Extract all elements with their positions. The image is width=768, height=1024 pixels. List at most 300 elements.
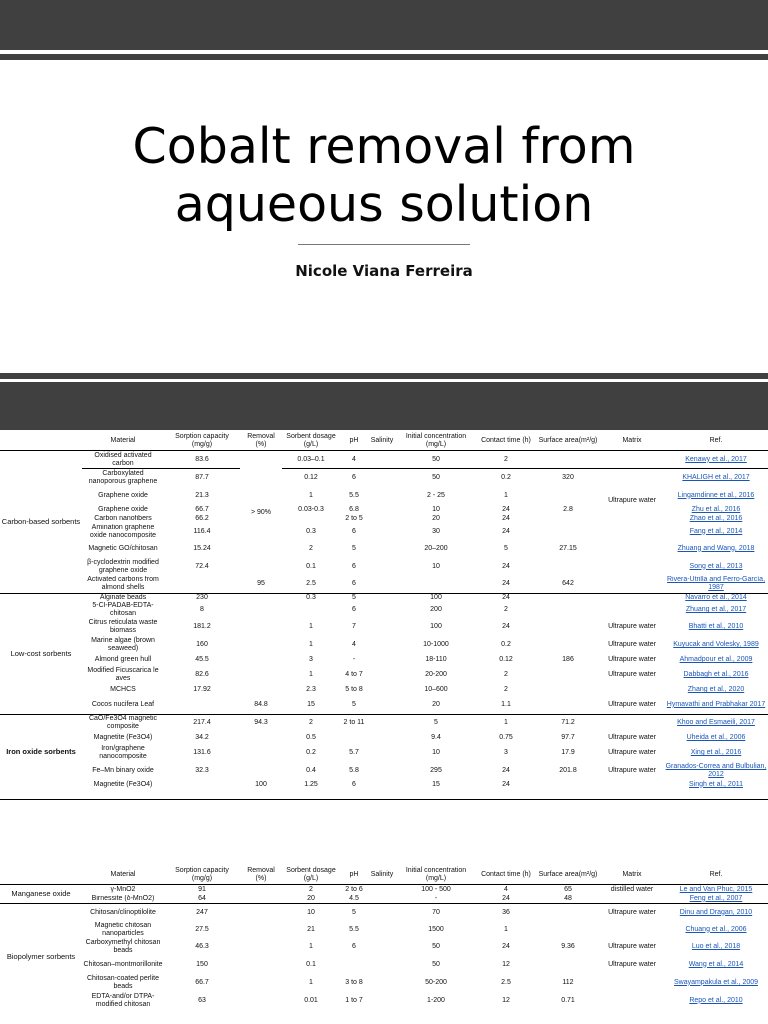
table-cell — [368, 636, 396, 654]
table-cell: 295 — [430, 767, 442, 774]
table-cell: Graphene oxide — [98, 505, 148, 513]
table-cell: β-cyclodextrin modified graphene oxide — [87, 558, 159, 574]
table-cell: 20 — [432, 700, 440, 708]
table-cell: 34.2 — [195, 734, 209, 741]
table-cell: 0.12 — [499, 656, 513, 663]
table-cell — [368, 922, 396, 938]
table-cell — [240, 938, 282, 956]
table-cell: 30 — [432, 527, 440, 535]
table-cell — [368, 714, 396, 732]
table-cell: 100 — [255, 780, 267, 788]
table-cell: 1 to 7 — [345, 996, 363, 1004]
table-cell: 21.3 — [195, 491, 209, 499]
reference-link[interactable]: Bhatti et al., 2010 — [688, 623, 744, 630]
table-cell: Ultrapure water — [608, 700, 656, 708]
reference-link[interactable]: Zhao et al., 2016 — [689, 515, 743, 522]
table-cell — [340, 956, 368, 974]
table-cell — [600, 684, 664, 696]
table-cell: Marine algae (brown seaweed) — [91, 637, 155, 652]
table-cell: 17.92 — [193, 686, 211, 693]
table-cell — [368, 515, 396, 524]
table-cell: Ultrapure water — [608, 767, 656, 774]
table-cell: 0.1 — [306, 960, 316, 968]
table-cell — [368, 576, 396, 594]
group-label: Low-cost sorbents — [0, 594, 82, 715]
reference-link[interactable]: Hymavathi and Prabhakar 2017 — [666, 700, 766, 708]
col-header: Sorption capacity (mg/g) — [164, 432, 240, 451]
table-cell — [396, 576, 476, 594]
reference-link[interactable]: Le and Van Phuc, 2015 — [664, 885, 768, 895]
reference-link[interactable]: Zhang et al., 2020 — [687, 686, 745, 693]
table-cell — [536, 922, 600, 938]
table-cell: 5-Cl-PADAB-EDTA-chitosan — [92, 602, 154, 617]
table-cell: 91 — [164, 885, 240, 895]
reference-link[interactable]: Navarro et al., 2014 — [664, 594, 768, 603]
table-row — [0, 714, 768, 732]
table-cell: 10 — [432, 562, 440, 570]
table-cell — [240, 594, 282, 603]
table-cell: 1 — [504, 925, 508, 933]
table-cell — [536, 602, 600, 618]
table-row — [0, 922, 768, 938]
table-cell — [240, 618, 282, 636]
table-cell — [536, 780, 600, 789]
table-cell — [536, 524, 600, 540]
table-cell — [240, 732, 282, 744]
table-cell: 4.5 — [349, 894, 359, 902]
table-cell: Ultrapure water — [608, 641, 656, 648]
table-cell: 150 — [196, 960, 208, 968]
table-cell: Almond green hull — [94, 656, 152, 663]
table-cell: 1 — [309, 671, 313, 678]
table-cell — [368, 666, 396, 684]
sorbents-table-1 — [0, 432, 768, 789]
table-cell — [536, 451, 600, 469]
reference-link[interactable]: Luo et al., 2018 — [691, 942, 741, 950]
table-cell: 87.7 — [164, 469, 240, 487]
table-cell: 2 — [309, 544, 313, 552]
table-cell — [536, 904, 600, 922]
title-divider — [298, 244, 470, 245]
table-cell: 2.5 — [501, 978, 511, 986]
table-cell — [600, 992, 664, 1010]
table-cell: 6 — [352, 606, 356, 613]
table-cell: 200 — [430, 606, 442, 613]
col-header: pH — [340, 866, 368, 885]
table-cell — [240, 992, 282, 1010]
table-row — [0, 576, 768, 594]
table-cell: 18-110 — [425, 656, 447, 663]
table-cell: 2 — [504, 455, 508, 463]
table-cell: 27.5 — [195, 925, 209, 933]
table-cell: 4 — [352, 641, 356, 648]
table-cell: 9.4 — [431, 734, 441, 741]
table-cell: 6 — [352, 580, 356, 588]
table-cell — [600, 515, 664, 524]
table-cell: 1 — [504, 491, 508, 499]
table-cell: 64 — [198, 894, 206, 902]
table-cell: 5 to 8 — [345, 686, 363, 693]
table-cell — [368, 904, 396, 922]
table-cell: - — [434, 894, 438, 902]
table-cell: 50 — [396, 469, 476, 487]
table-cell: Carboxymethyl chitosan beads — [85, 938, 161, 954]
table-cell: 131.6 — [193, 749, 211, 756]
table-cell: 5 — [396, 714, 476, 732]
group-label: Iron oxide sorbents — [0, 714, 82, 789]
table-cell: Chitosan/clinoptilolite — [82, 904, 164, 922]
table-cell — [368, 762, 396, 780]
table-cell — [536, 636, 600, 654]
table-cell: 247 — [164, 904, 240, 922]
table-cell: Ultrapure water — [608, 656, 656, 663]
col-header: pH — [340, 432, 368, 451]
table-cell: Cocos nucifera Leaf — [91, 700, 155, 708]
table-cell: 66.7 — [195, 978, 209, 986]
table-cell — [600, 469, 664, 487]
reference-link[interactable]: KHALIGH et al., 2017 — [664, 469, 768, 487]
col-header: Sorbent dosage (g/L) — [282, 866, 340, 885]
table-cell — [600, 524, 664, 540]
reference-link[interactable]: Granados-Correa and Bulbulian, 2012 — [665, 763, 767, 778]
table-cell: γ-MnO2 — [82, 885, 164, 895]
table-cell: 94.3 — [240, 714, 282, 732]
table-cell — [600, 780, 664, 789]
col-header: Sorption capacity (mg/g) — [164, 866, 240, 885]
table-header-row — [0, 432, 768, 451]
table-cell: 217.4 — [164, 714, 240, 732]
table-cell: 24 — [502, 505, 510, 513]
table-cell: 82.6 — [195, 671, 209, 678]
table-cell — [240, 636, 282, 654]
table-cell — [368, 469, 396, 487]
table-row — [0, 780, 768, 789]
reference-link[interactable]: Singh et al., 2011 — [689, 780, 743, 788]
table-cell: 24 — [502, 580, 510, 588]
table-cell: Magnetic chitosan nanoparticles — [94, 921, 152, 937]
table-cell: 2 to 5 — [345, 515, 363, 522]
table-cell — [368, 540, 396, 558]
table-cell: 2.8 — [563, 505, 573, 513]
table-cell: 5.5 — [349, 491, 359, 499]
table-row — [0, 956, 768, 974]
table-cell: Birnessite (δ-MnO2) — [91, 894, 155, 902]
reference-link[interactable]: Fang et al., 2014 — [689, 527, 743, 535]
table-cell: 24 — [502, 623, 510, 630]
reference-link[interactable]: Zhu et al., 2016 — [691, 505, 741, 513]
table-cell: 2 to 6 — [340, 885, 368, 895]
reference-link[interactable]: Lingamdinne et al., 2016 — [677, 491, 755, 499]
col-header: Removal (%) — [240, 866, 282, 885]
table-row — [0, 895, 768, 904]
reference-link[interactable]: Chuang et al., 2006 — [685, 925, 747, 933]
col-header: Initial concentration (mg/L) — [396, 866, 476, 885]
table-cell: 1 — [309, 623, 313, 630]
table-cell: 50-200 — [425, 978, 447, 986]
table-row — [0, 992, 768, 1010]
table-cell: 20-200 — [425, 671, 447, 678]
table-cell: 1 — [309, 978, 313, 986]
table-row — [0, 636, 768, 654]
table-cell: 201.8 — [559, 767, 577, 774]
table-cell — [600, 974, 664, 992]
table-cell — [536, 956, 600, 974]
table-cell: Ultrapure water — [608, 671, 656, 678]
table-cell: 12 — [502, 996, 510, 1004]
table-cell: Ultrapure water — [608, 960, 656, 968]
table-cell: Fe–Mn binary oxide — [92, 767, 154, 774]
table-row — [0, 524, 768, 540]
table-cell — [600, 558, 664, 576]
table-cell: 17.9 — [561, 749, 575, 756]
table-cell: 0.2 — [501, 641, 511, 648]
table-cell: Magnetite (Fe3O4) — [93, 780, 153, 788]
reference-link[interactable]: Dinu and Dragan, 2010 — [664, 904, 768, 922]
reference-link[interactable]: Wang et al., 2014 — [688, 960, 744, 968]
col-header: Matrix — [600, 432, 664, 451]
table-row — [0, 696, 768, 714]
table-cell: 20 — [432, 515, 440, 522]
slide2-accent-bar — [0, 373, 768, 379]
table-cell — [368, 885, 396, 895]
table-cell: 2 - 25 — [427, 491, 445, 499]
table-cell: 10-1000 — [423, 641, 449, 648]
table-cell — [368, 974, 396, 992]
table-row — [0, 558, 768, 576]
table-cell: 83.6 — [195, 455, 209, 463]
table-cell — [240, 904, 282, 922]
slide2-header-bar — [0, 382, 768, 430]
table-cell — [240, 762, 282, 780]
table-cell — [536, 666, 600, 684]
table-cell: 100 — [396, 594, 476, 603]
table-row — [0, 654, 768, 666]
reference-link[interactable]: Song et al., 2013 — [689, 562, 743, 570]
table-cell: 46.3 — [195, 942, 209, 950]
table-cell: 5 — [504, 544, 508, 552]
table-cell: 50 — [432, 942, 440, 950]
table-cell: 2 — [504, 671, 508, 678]
table-cell: 12 — [502, 960, 510, 968]
table-cell: 0.5 — [306, 734, 316, 741]
table-header-row — [0, 866, 768, 885]
reference-link[interactable]: Xing et al., 2016 — [690, 749, 742, 756]
table-cell: 24 — [502, 527, 510, 535]
table-cell: 10 — [432, 505, 440, 513]
table-cell — [600, 895, 664, 904]
table-cell: 3 to 8 — [345, 978, 363, 986]
top-accent-bar — [0, 54, 768, 60]
table-cell: 2 — [504, 606, 508, 613]
table-cell — [536, 515, 600, 524]
table-cell: 5 — [352, 544, 356, 552]
table-cell: Ultrapure water — [608, 623, 656, 630]
table-row — [0, 762, 768, 780]
table-cell: 65 — [536, 885, 600, 895]
table-row — [0, 618, 768, 636]
table-cell — [600, 602, 664, 618]
table-cell: 32.3 — [195, 767, 209, 774]
author-name: Nicole Viana Ferreira — [295, 262, 473, 280]
table-cell: - — [352, 656, 356, 663]
table-cell — [368, 602, 396, 618]
table-cell: 8 — [200, 606, 204, 613]
table-cell: 84.8 — [254, 700, 268, 708]
reference-link[interactable]: Kenawy et al., 2017 — [685, 455, 747, 463]
table-cell — [282, 602, 340, 618]
table-cell: 7 — [352, 623, 356, 630]
table-cell: Chitosan–montmorillonite — [83, 960, 163, 968]
table-cell: 0.2 — [476, 469, 536, 487]
reference-link[interactable]: Feng et al., 2007 — [689, 894, 743, 902]
table-cell: 36 — [476, 904, 536, 922]
reference-link[interactable]: Dabbagh et al., 2016 — [683, 671, 749, 678]
table-cell: Modified Ficuscarica le aves — [87, 667, 159, 682]
table-cell — [600, 451, 664, 469]
table-cell — [368, 684, 396, 696]
table-cell — [368, 451, 396, 469]
table-cell: 20–200 — [424, 544, 448, 552]
table-cell — [368, 696, 396, 714]
table-cell: 15 — [307, 700, 315, 708]
table-cell: 0.12 — [282, 469, 340, 487]
table-row — [0, 540, 768, 558]
table-cell: 24 — [502, 515, 510, 522]
table-row — [0, 904, 768, 922]
table-cell: 0.03-0.3 — [298, 505, 324, 513]
table-cell — [240, 602, 282, 618]
table-cell: 2 — [504, 686, 508, 693]
table-cell — [368, 618, 396, 636]
table-cell: 50 — [432, 960, 440, 968]
table-cell — [536, 684, 600, 696]
table-row — [0, 594, 768, 603]
reference-link[interactable]: Kuyucak and Volesky, 1989 — [673, 641, 759, 648]
table-cell: 72.4 — [195, 562, 209, 570]
table-cell: distilled water — [600, 885, 664, 895]
table-cell: 6 — [340, 469, 368, 487]
col-header: Matrix — [600, 866, 664, 885]
table-cell: 1 — [309, 942, 313, 950]
table-cell: 66.7 — [195, 505, 209, 513]
table-row — [0, 938, 768, 956]
table-cell: Ultrapure water — [608, 942, 656, 950]
table-cell: Carbon nanofibers — [94, 515, 152, 522]
table-cell: 6 — [352, 562, 356, 570]
table-cell — [240, 744, 282, 762]
table-cell: Magnetic GO/chitosan — [88, 544, 158, 552]
table-cell: 0.03–0.1 — [297, 455, 325, 463]
table-cell: 186 — [562, 656, 574, 663]
table-cell — [368, 558, 396, 576]
table-row — [0, 487, 768, 505]
table-cell: Oxidised activated carbon — [94, 451, 152, 467]
table-row — [0, 515, 768, 524]
table-cell: Ultrapure water — [600, 904, 664, 922]
table-cell: 0.2 — [306, 749, 316, 756]
title-slide — [0, 0, 768, 378]
table-cell: 181.2 — [193, 623, 211, 630]
reference-link[interactable]: Ahmadpour et al., 2009 — [679, 656, 753, 663]
table-cell — [600, 576, 664, 594]
reference-link[interactable]: Zhuang and Wang, 2018 — [677, 544, 755, 552]
table-cell: 4 to 7 — [345, 671, 363, 678]
table-cell: 112 — [562, 978, 574, 986]
table-cell: 2 — [282, 714, 340, 732]
reference-link[interactable]: Repo et al., 2010 — [689, 996, 743, 1004]
table-row — [0, 744, 768, 762]
slide-title: Cobalt removal from aqueous solution — [132, 118, 636, 233]
table-cell: 10–600 — [424, 686, 448, 693]
table-cell: Graphene oxide — [98, 491, 148, 499]
table-cell: 1 — [309, 491, 313, 499]
table-cell: 21 — [307, 925, 315, 933]
table-cell: 160 — [196, 641, 208, 648]
table-row — [0, 974, 768, 992]
table-cell — [600, 922, 664, 938]
table-cell: 15.24 — [193, 544, 211, 552]
table-cell: > 90% — [250, 509, 272, 517]
table-cell: 0.3 — [306, 527, 316, 535]
reference-link[interactable]: Khoo and Esmaeili, 2017 — [664, 714, 768, 732]
table-cell — [600, 714, 664, 732]
table-row — [0, 684, 768, 696]
table-cell — [536, 558, 600, 576]
table-cell — [240, 895, 282, 904]
table-cell: 2.3 — [306, 686, 316, 693]
table-cell — [368, 654, 396, 666]
col-header: Salinity — [368, 866, 396, 885]
table-cell: 100 - 500 — [396, 885, 476, 895]
table-cell: 0.01 — [304, 996, 318, 1004]
group-label: Biopolymer sorbents — [0, 904, 82, 1010]
table-cell — [368, 594, 396, 603]
table-cell: Chitosan-coated perlite beads — [87, 974, 159, 990]
table-body — [0, 885, 768, 1010]
table-cell: 48 — [564, 894, 572, 902]
table-cell — [240, 885, 282, 895]
table-cell — [164, 576, 240, 594]
col-header: Salinity — [368, 432, 396, 451]
table-cell: 230 — [164, 594, 240, 603]
table-cell — [368, 956, 396, 974]
table-cell — [240, 654, 282, 666]
table-cell — [536, 487, 600, 505]
table-cell: 5 — [340, 594, 368, 603]
col-header: Surface area(m²/g) — [536, 432, 600, 451]
table-cell: Activated carbons from almond shells — [87, 576, 159, 592]
table-row — [0, 469, 768, 487]
col-header: Contact time (h) — [476, 866, 536, 885]
reference-link[interactable]: Uheida et al., 2006 — [686, 734, 746, 741]
table-cell: 24 — [476, 594, 536, 603]
table-cell: 24 — [502, 780, 510, 788]
table-cell — [368, 524, 396, 540]
table-cell: Iron/graphene nanocomposite — [99, 745, 147, 760]
table-row — [0, 602, 768, 618]
table-cell: 642 — [562, 580, 574, 588]
table-body — [0, 451, 768, 790]
col-header: Material — [82, 432, 164, 451]
table-row — [0, 666, 768, 684]
table-cell: 1-200 — [427, 996, 445, 1004]
reference-link[interactable]: Rivera-Utrilla and Ferro-García, 1987 — [666, 576, 766, 592]
table-cell: 1500 — [428, 925, 444, 933]
reference-link[interactable]: Swayampakula et al., 2009 — [673, 978, 759, 986]
reference-link[interactable]: Zhuang et al., 2017 — [685, 606, 747, 613]
table1-bottom-rule — [0, 799, 768, 800]
table-cell: 24 — [502, 942, 510, 950]
